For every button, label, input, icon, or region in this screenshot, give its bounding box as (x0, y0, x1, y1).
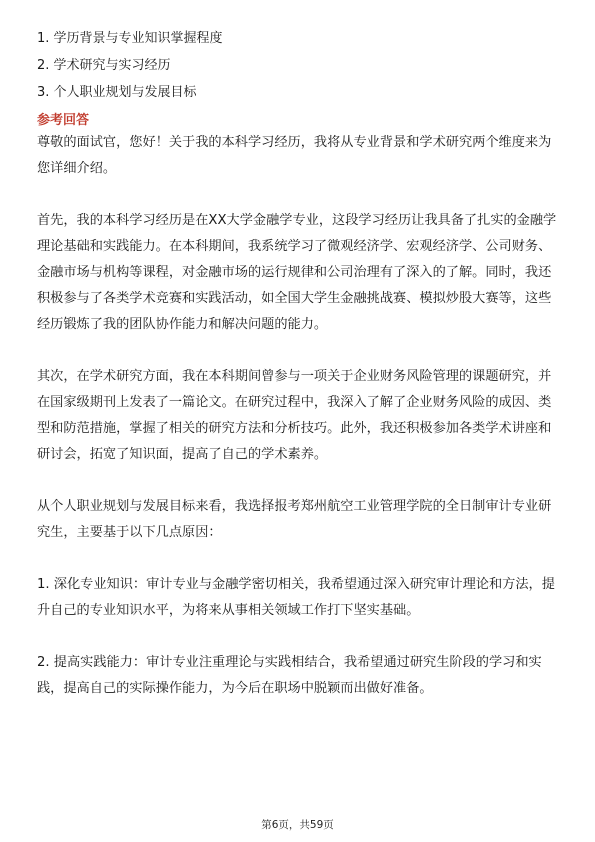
paragraph-gap (37, 546, 561, 572)
question-item-1: 1. 学历背景与专业知识掌握程度 (37, 31, 223, 46)
paragraph-reason-2: 2. 提高实践能力：审计专业注重理论与实践相结合，我希望通过研究生阶段的学习和实践，提高自己的实际操作能力，为今后在职场中脱颖而出做好准备。 (37, 655, 542, 696)
paragraph-research: 其次，在学术研究方面，我在本科期间曾参与一项关于企业财务风险管理的课题研究，并在国家级期刊上发表了一篇论文。在研究过程中，我深入了解了企业财务风险的成因、类型和防范措施，掌握了相关的研究方法和分析技巧。此外，我还积极参加各类学术讲座和研讨会，拓宽了知识面，提高了自己的学术素养。 (37, 369, 552, 462)
paragraph-career-plan: 从个人职业规划与发展目标来看，我选择报考郑州航空工业管理学院的全日制审计专业研究生，主要基于以下几点原因： (37, 499, 552, 540)
paragraph-gap (37, 624, 561, 650)
paragraph-gap (37, 468, 561, 494)
paragraph-gap (37, 182, 561, 208)
document-page (37, 30, 561, 702)
page-number: 第6页，共59页 (261, 819, 334, 831)
paragraph-gap (37, 338, 561, 364)
paragraph-education: 首先，我的本科学习经历是在XX大学金融学专业，这段学习经历让我具备了扎实的金融学理论基础和实践能力。在本科期间，我系统学习了微观经济学、宏观经济学、公司财务、金融市场与机构等课程，对金融市场的运行规律和公司治理有了深入的了解。同时，我还积极参与了各类学术竞赛和实践活动，如全国大学生金融挑战赛、模拟炒股大赛等，这些经历锻炼了我的团队协作能力和解决问题的能力。 (37, 213, 557, 332)
question-item-2: 2. 学术研究与实习经历 (37, 58, 171, 73)
question-item-3: 3. 个人职业规划与发展目标 (37, 85, 197, 100)
answer-heading: 参考回答 (37, 113, 90, 128)
paragraph-reason-1: 1. 深化专业知识：审计专业与金融学密切相关，我希望通过深入研究审计理论和方法，提升自己的专业知识水平，为将来从事相关领域工作打下坚实基础。 (37, 577, 555, 618)
paragraph-intro: 尊敬的面试官，您好！关于我的本科学习经历，我将从专业背景和学术研究两个维度来为您详细介绍。 (37, 135, 552, 176)
